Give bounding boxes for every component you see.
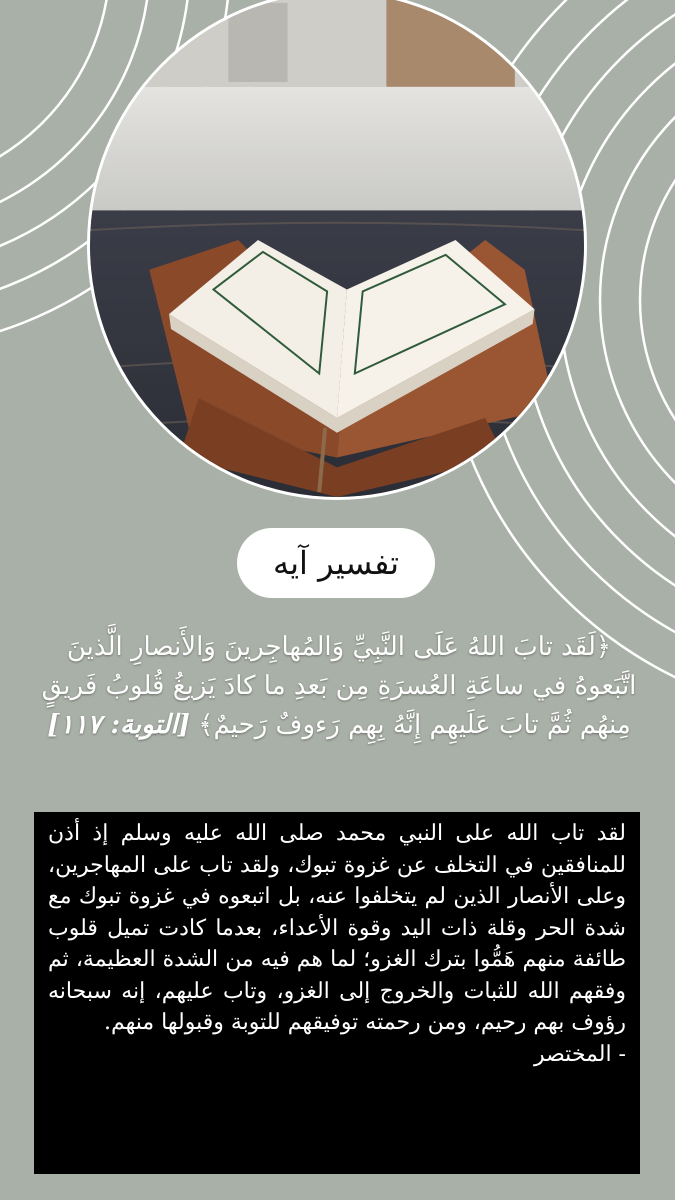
- quran-photo: [87, 0, 587, 500]
- tafsir-body: لقد تاب الله على النبي محمد صلى الله عليه وسلم إذ أذن للمنافقين في التخلف عن غزوة تبوك، ولقد تاب على المهاجرين، وعلى الأنصار الذين لم يتخلفوا عنه، بل اتبعوه في غزوة تبوك مع شدة الحر وقلة ذات اليد وقوة الأعداء، بعدما كادت تميل قلوب طائفة منهم هَمُّوا بترك الغزو؛ لما هم فيه من الشدة العظيمة، ثم وفقهم الله للثبات والخروج إلى الغزو، وتاب عليهم، إنه سبحانه رؤوف بهم رحيم، ومن رحمته توفيقهم للتوبة وقبولها منهم.: [48, 821, 626, 1035]
- verse-text: [40, 628, 638, 745]
- tafsir-box: [34, 812, 640, 1174]
- page-title: تفسير آيه: [237, 528, 435, 598]
- verse-reference: [التوبة: ١١٧]: [47, 710, 190, 740]
- verse-body: ﴿لَقَد تابَ اللهُ عَلَى النَّبِيِّ وَالمُهاجِرينَ وَالأَنصارِ الَّذينَ اتَّبَعوهُ في ساعَةِ العُسرَةِ مِن بَعدِ ما كادَ يَزيغُ قُلوبُ فَريقٍ مِنهُم ثُمَّ تابَ عَلَيهِم إِنَّهُ بِهِم رَءوفٌ رَحيمٌ﴾: [41, 632, 637, 740]
- tafsir-source: - المختصر: [533, 1041, 626, 1067]
